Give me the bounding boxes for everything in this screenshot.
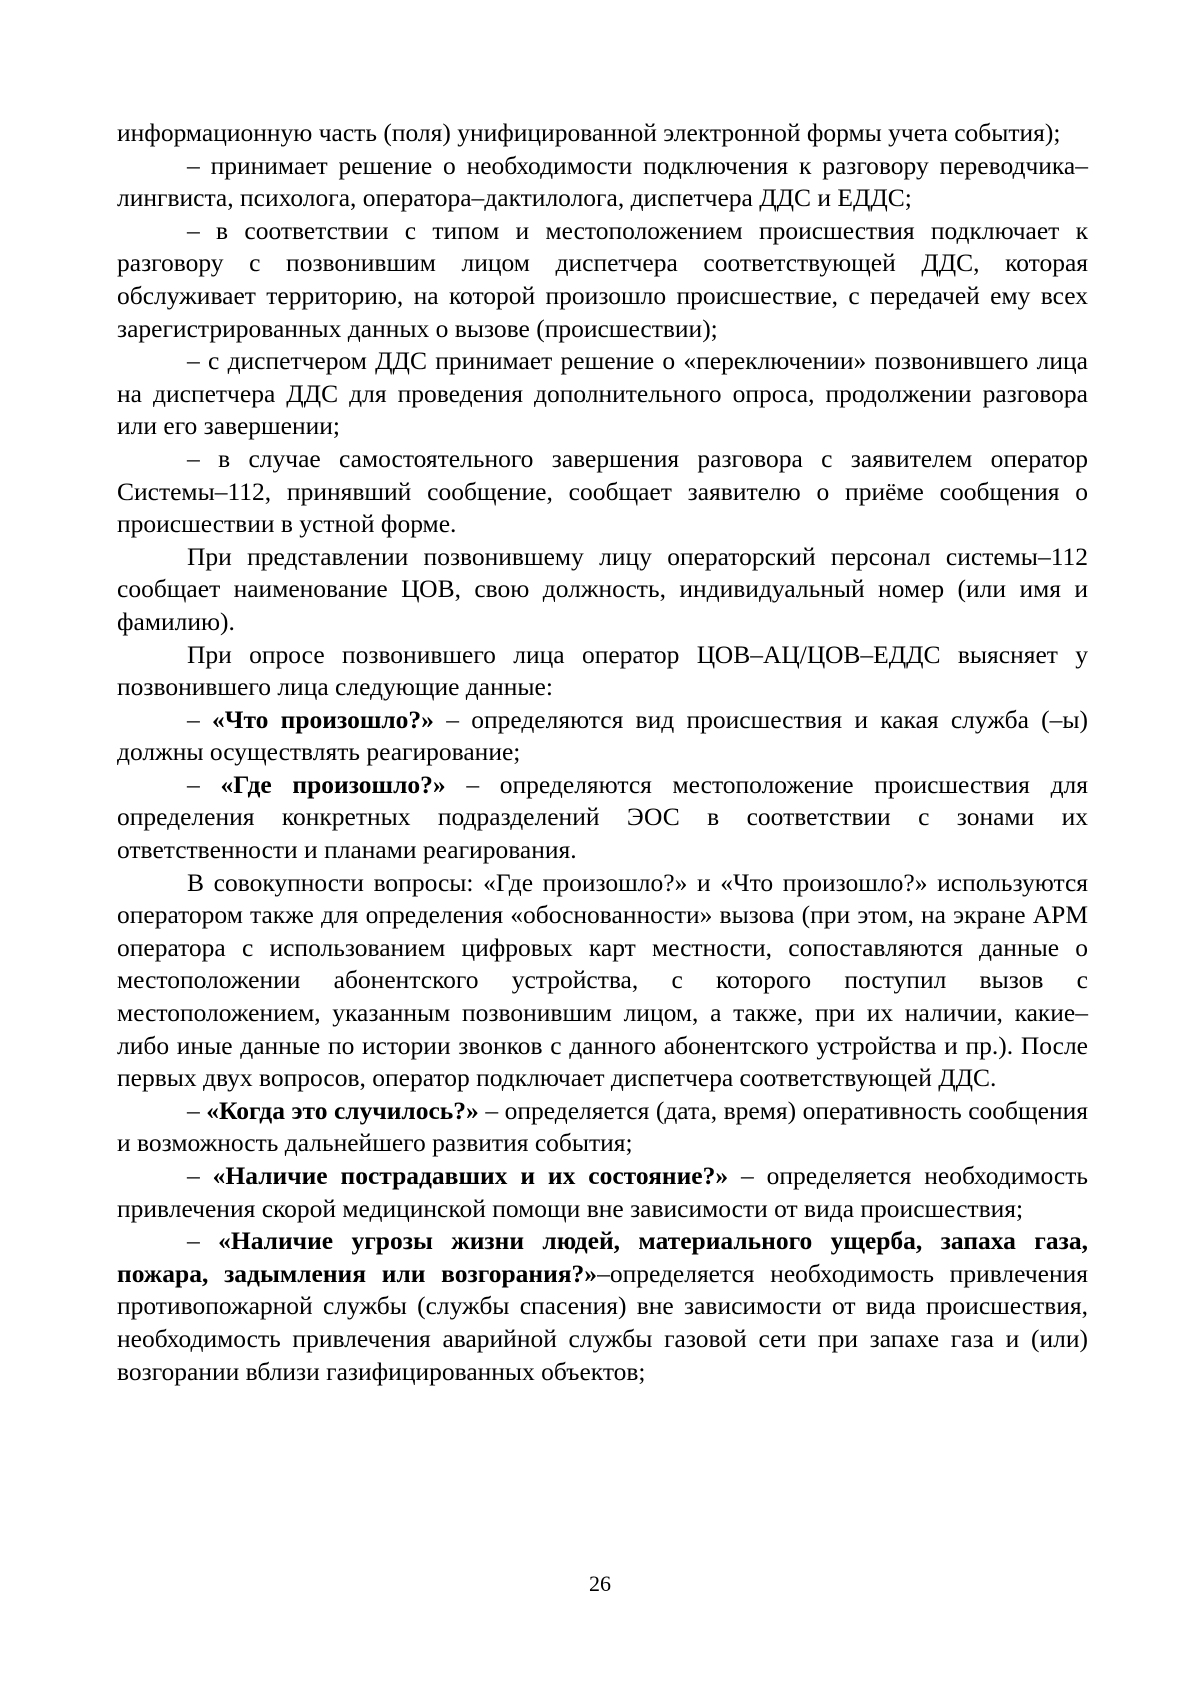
page-number: 26: [589, 1571, 611, 1596]
paragraph: – с диспетчером ДДС принимает решение о «переключении» позвонившего лица на диспетчера ДДС для проведения дополнительного опроса, продолжении разговора или его завершении;: [117, 346, 1088, 441]
paragraph: – в соответствии с типом и местоположением происшествия подключает к разговору с позвонившим лицом диспетчера соответствующей ДДС, которая обслуживает территорию, на которой произошло происшествие, с передачей ему всех зарегистрированных данных о вызове (происшествии);: [117, 215, 1088, 343]
body-text: [117, 117, 1088, 1388]
question-item: – «Что произошло?» – определяются вид происшествия и какая служба (–ы) должны осуществлять реагирование;: [117, 704, 1089, 767]
question-item: – «Наличие угрозы жизни людей, материального ущерба, запаха газа, пожара, задымления или возгорания?»–определяется необходимость привлечения противопожарной службы (службы спасения) вне зависимости от вида происшествия, необходимость привлечения аварийной службы газовой сети при запахе газа и (или) возгорании вблизи газифицированных объектов;: [117, 1226, 1088, 1386]
paragraph: информационную часть (поля) унифицированной электронной формы учета события);: [117, 118, 1061, 147]
paragraph: При опросе позвонившего лица оператор ЦОВ–АЦ/ЦОВ–ЕДДС выясняет у позвонившего лица следующие данные:: [117, 639, 1088, 702]
question-item: – «Когда это случилось?» – определяется (дата, время) оперативность сообщения и возможность дальнейшего развития события;: [117, 1095, 1089, 1158]
question-label: «Наличие угрозы жизни людей, материального ущерба, запаха газа, пожара, задымления или возгорания?»: [117, 1226, 1088, 1288]
question-item: – «Где произошло?» – определяются местоположение происшествия для определения конкретных подразделений ЭОС в соответствии с зонами их ответственности и планами реагирования.: [117, 769, 1088, 865]
paragraph: – принимает решение о необходимости подключения к разговору переводчика–лингвиста, психолога, оператора–дактилолога, диспетчера ДДС и ЕДДС;: [117, 150, 1088, 213]
question-item: – «Наличие пострадавших и их состояние?» – определяется необходимость привлечения скорой медицинской помощи вне зависимости от вида происшествия;: [117, 1161, 1089, 1223]
paragraph: – в случае самостоятельного завершения разговора с заявителем оператор Системы–112, принявший сообщение, сообщает заявителю о приёме сообщения о происшествии в устной форме.: [117, 443, 1088, 539]
question-label: «Что произошло?»: [212, 704, 434, 734]
question-label: «Где произошло?»: [220, 769, 446, 799]
paragraph: При представлении позвонившему лицу операторский персонал системы–112 сообщает наименование ЦОВ, свою должность, индивидуальный номер (или имя и фамилию).: [117, 541, 1088, 636]
question-label: «Наличие пострадавших и их состояние?»: [212, 1161, 729, 1190]
question-label: «Когда это случилось?»: [206, 1095, 479, 1125]
paragraph: В совокупности вопросы: «Где произошло?» и «Что произошло?» используются оператором также для определения «обоснованности» вызова (при этом, на экране АРМ оператора с использованием цифровых карт местности, сопоставляются данные о местоположении абонентского устройства, с которого поступил вызов с местоположением, указанным позвонившим лицом, а также, при их наличии, какие–либо иные данные по истории звонков с данного абонентского устройства и пр.). После первых двух вопросов, оператор подключает диспетчера соответствующей ДДС.: [117, 867, 1088, 1093]
